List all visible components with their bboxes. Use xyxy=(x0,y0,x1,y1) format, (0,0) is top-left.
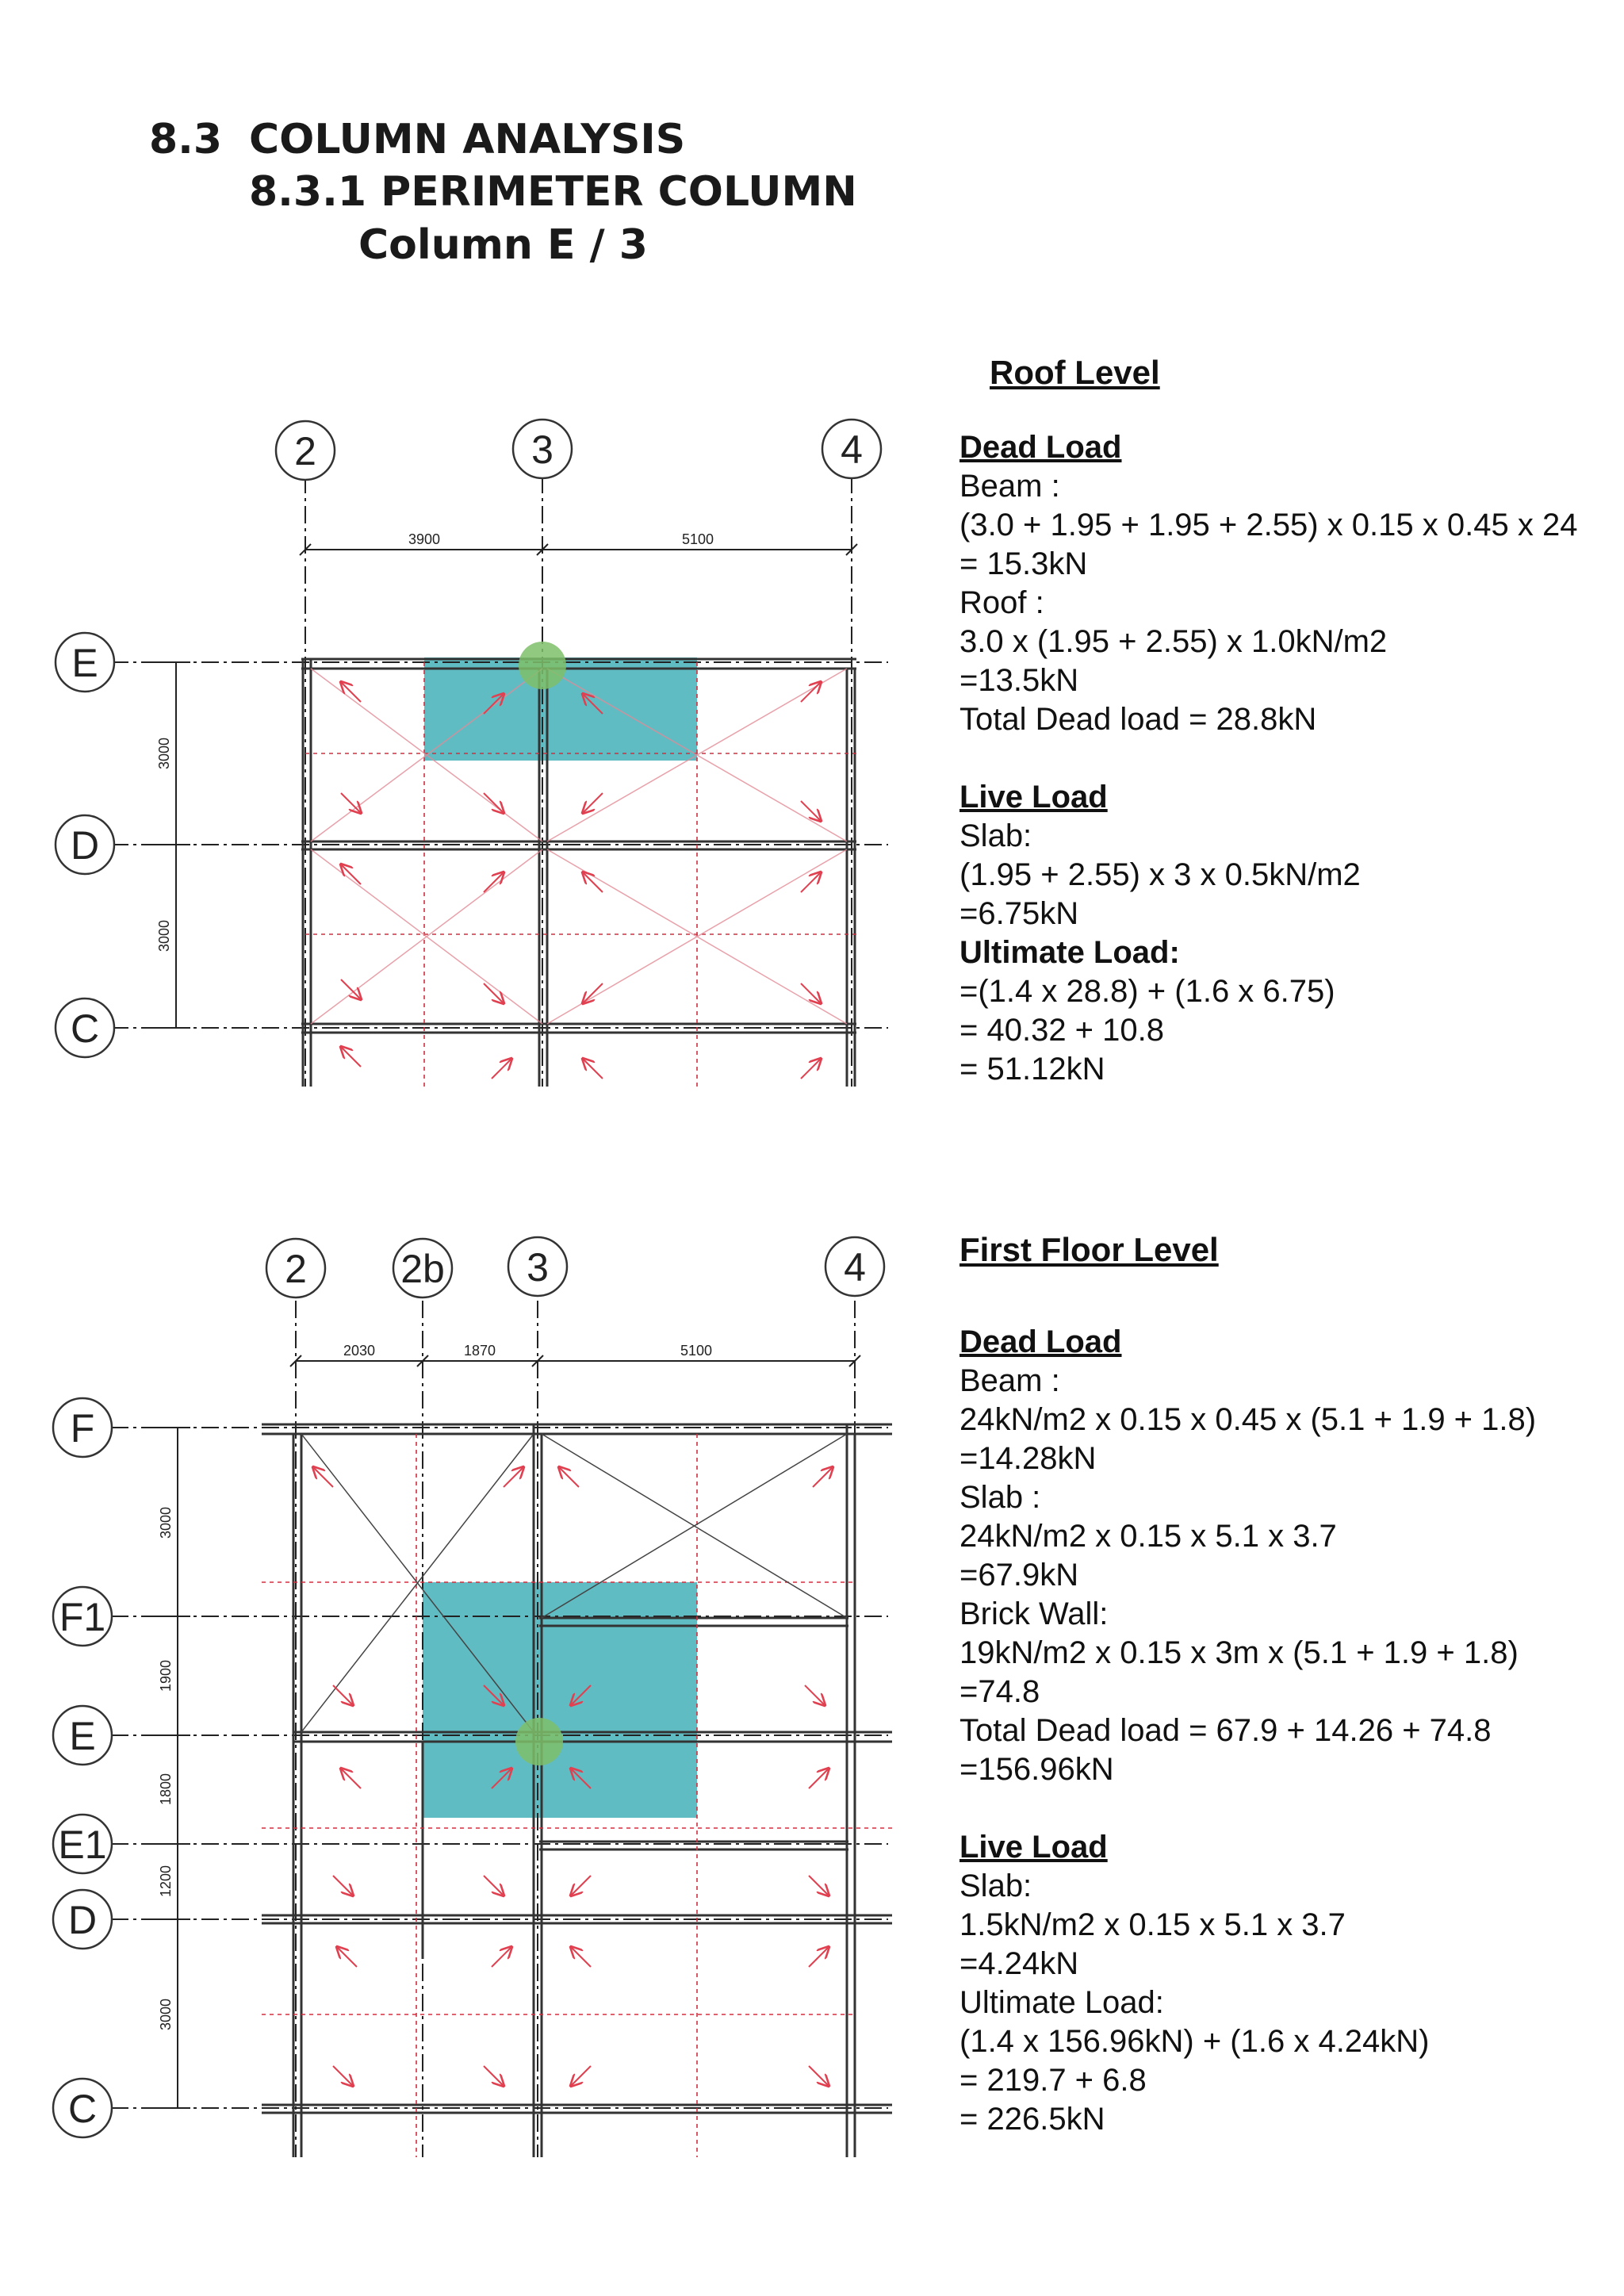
calc-line: =14.28kN xyxy=(959,1441,1097,1476)
calc-line: = 15.3kN xyxy=(959,546,1088,581)
calc-line: Total Dead load = 28.8kN xyxy=(959,702,1317,737)
calc-line: Total Dead load = 67.9 + 14.26 + 74.8 xyxy=(959,1713,1492,1748)
calc-line: = 219.7 + 6.8 xyxy=(959,2063,1147,2098)
dim-v-3: 1800 xyxy=(158,1773,174,1806)
grid-col-label: 2 xyxy=(294,429,316,473)
column-marker xyxy=(519,642,566,689)
calc-line: =13.5kN xyxy=(959,663,1079,698)
calc-line: Slab: xyxy=(959,1869,1032,1903)
grid-row-label: F1 xyxy=(59,1595,106,1639)
dim-h-2: 1870 xyxy=(463,1343,496,1359)
calc-line: Slab: xyxy=(959,818,1032,853)
calc-line: Roof : xyxy=(959,585,1044,620)
section-number: 8.3 xyxy=(149,116,223,163)
grid-row-label: D xyxy=(67,1898,98,1942)
calc-line: Slab : xyxy=(959,1480,1041,1515)
calc-line: =4.24kN xyxy=(959,1946,1079,1981)
dim-h-1: 3900 xyxy=(408,531,441,547)
calc-line: 3.0 x (1.95 + 2.55) x 1.0kN/m2 xyxy=(959,624,1388,659)
grid-row-label: C xyxy=(70,1006,100,1051)
grid-row-label: E xyxy=(69,1714,96,1758)
calc-line: (1.4 x 156.96kN) + (1.6 x 4.24kN) xyxy=(959,2024,1430,2059)
section-title: COLUMN ANALYSIS xyxy=(249,116,686,163)
calc-line: Brick Wall: xyxy=(959,1596,1109,1631)
calc-line: Beam : xyxy=(959,469,1060,504)
roof-plan-drawing xyxy=(0,397,936,1110)
calc-line: 19kN/m2 x 0.15 x 3m x (5.1 + 1.9 + 1.8) xyxy=(959,1635,1519,1670)
dead-load-title: Dead Load xyxy=(959,1324,1122,1359)
calc-line: =156.96kN xyxy=(959,1752,1114,1787)
first-floor-plan-drawing xyxy=(0,1221,936,2173)
first-floor-level-title: First Floor Level xyxy=(959,1231,1219,1268)
calc-line: (1.95 + 2.55) x 3 x 0.5kN/m2 xyxy=(959,857,1361,892)
column-title: Column E / 3 xyxy=(358,221,648,269)
calc-line: 1.5kN/m2 x 0.15 x 5.1 x 3.7 xyxy=(959,1907,1346,1942)
grid-col-label: 4 xyxy=(841,427,863,472)
grid-col-label: 3 xyxy=(527,1245,549,1290)
grid-row-label: E1 xyxy=(58,1823,107,1867)
first-floor-calculations xyxy=(959,1323,1536,2139)
roof-level-title: Roof Level xyxy=(990,354,1160,391)
grid-col-label: 2 xyxy=(285,1247,307,1291)
column-marker xyxy=(515,1718,563,1765)
calc-line: =67.9kN xyxy=(959,1558,1079,1593)
grid-col-label: 4 xyxy=(844,1245,866,1290)
grid-row-label: D xyxy=(70,823,100,868)
calc-line: Beam : xyxy=(959,1363,1060,1398)
grid-col-label: 2b xyxy=(400,1247,445,1291)
roof-calculations xyxy=(959,428,1577,1089)
calc-line: =74.8 xyxy=(959,1674,1040,1709)
calc-line: Ultimate Load: xyxy=(959,1985,1164,2020)
live-load-title: Live Load xyxy=(959,1830,1108,1865)
dim-v-1: 3000 xyxy=(156,737,172,770)
subsection-title: 8.3.1 PERIMETER COLUMN xyxy=(249,168,857,216)
grid-row-label: E xyxy=(71,641,98,685)
live-load-title: Live Load xyxy=(959,780,1108,815)
grid-row-label: F xyxy=(70,1406,95,1451)
dim-v-1: 3000 xyxy=(158,1506,174,1539)
grid-col-label: 3 xyxy=(531,427,553,472)
calc-line: = 51.12kN xyxy=(959,1052,1105,1087)
dim-h-1: 2030 xyxy=(343,1343,376,1359)
dim-v-2: 1900 xyxy=(158,1659,174,1692)
dim-v-4: 1200 xyxy=(158,1865,174,1898)
dim-v-2: 3000 xyxy=(156,919,172,953)
dim-h-3: 5100 xyxy=(680,1343,713,1359)
grid-row-label: C xyxy=(67,2087,98,2131)
calc-line: (3.0 + 1.95 + 1.95 + 2.55) x 0.15 x 0.45 x 24 xyxy=(959,508,1578,542)
calc-line: 24kN/m2 x 0.15 x 0.45 x (5.1 + 1.9 + 1.8) xyxy=(959,1402,1537,1437)
dim-h-2: 5100 xyxy=(681,531,714,547)
calc-line: = 40.32 + 10.8 xyxy=(959,1013,1165,1048)
calc-line: 24kN/m2 x 0.15 x 5.1 x 3.7 xyxy=(959,1519,1337,1554)
dead-load-title: Dead Load xyxy=(959,430,1122,465)
calc-line: = 226.5kN xyxy=(959,2102,1105,2137)
calc-line: =(1.4 x 28.8) + (1.6 x 6.75) xyxy=(959,974,1335,1009)
dim-v-5: 3000 xyxy=(158,1998,174,2031)
ultimate-load-title: Ultimate Load: xyxy=(959,935,1180,970)
calc-line: =6.75kN xyxy=(959,896,1079,931)
